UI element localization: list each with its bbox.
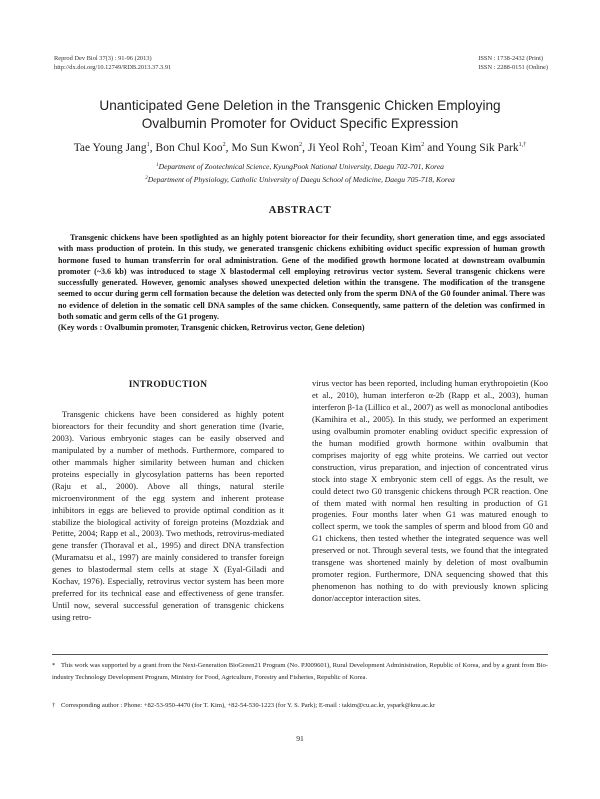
affiliation-mark: 1: [156, 163, 159, 168]
footnote-divider: [52, 654, 548, 655]
paper-title-line: Unanticipated Gene Deletion in the Transgenic Chicken Employing: [99, 98, 501, 113]
author-name: Teoan Kim: [370, 142, 422, 154]
issn-print: ISSN : 1738-2432 (Print): [478, 55, 544, 62]
author-separator: ,: [225, 142, 232, 154]
affiliation-text: Department of Zootechnical Science, KyungPook National University, Daegu 702-701, Korea: [158, 162, 444, 171]
affiliation-text: Department of Physiology, Catholic University of Daegu School of Medicine, Daegu 705-718, Korea: [147, 175, 455, 184]
footnote-corresponding-author: [52, 700, 548, 712]
author-affil-mark: 2: [421, 142, 425, 148]
author-affil-mark: 2: [299, 142, 303, 148]
author-name: Young Sik Park: [446, 142, 519, 154]
author-list: [30, 141, 570, 155]
author-affil-mark: 2: [222, 142, 226, 148]
paper-title: [40, 97, 560, 133]
author-affil-mark: 1: [146, 142, 150, 148]
author-name: Ji Yeol Roh: [307, 142, 362, 154]
author-name: Tae Young Jang: [73, 142, 147, 154]
journal-citation: [54, 54, 171, 72]
issn-online: ISSN : 2288-0151 (Online): [478, 64, 548, 71]
author-affil-mark: 1,†: [518, 142, 527, 148]
footnote-text: Corresponding author : Phone: +82-53-950-4470 (for T. Kim), +82-54-530-1223 (for Y. S. Park); E-mail : takim@cu.ac.kr, yspark@knu.ac.kr: [61, 702, 436, 709]
abstract-heading: ABSTRACT: [268, 205, 332, 216]
paper-title-line: Ovalbumin Promoter for Oviduct Specific Expression: [141, 116, 459, 131]
abstract-body: Transgenic chickens have been spotlighted as an highly potent bioreactor for their fecundity, short generation time, and eggs associated with mass production of protein. In this study, we generated transgenic chickens exhibiting oviduct specific expression of human growth hormone fused to human transferrin for oral administration. Gene of the modified growth hormone located at downstream ovalbumin promoter (~3.6 kb) was introduced to stage X blastodermal cell employing retrovirus vector system. Several transgenic chickens were successfully generated. However, genomic analyses showed unexpected deletion within the transgene. The modification of the transgene seemed to occur during germ cell formation because the deletion was detected only from the sperm DNA of the G0 founder animal. There was no evidence of deletion in the somatic cell DNA samples of the same chicken. Consequently, same pattern of the deletion was confirmed in both somatic and germ cells of the G1 progeny.: [58, 233, 545, 321]
page-number: 91: [296, 734, 304, 743]
left-column: [52, 380, 284, 624]
issn-block: [478, 54, 548, 72]
journal-citation-line: Reprod Dev Biol 37(3) : 91-96 (2013): [54, 55, 152, 62]
keywords: (Key words : Ovalbumin promoter, Transgenic chicken, Retrovirus vector, Gene deletion): [58, 323, 365, 332]
author-separator: ,: [364, 142, 371, 154]
doi-link[interactable]: http://dx.doi.org/10.12749/RDB.2013.37.3.91: [54, 64, 172, 71]
footnote-mark: †: [52, 702, 56, 709]
abstract-section: [58, 232, 545, 333]
affiliation-1: [40, 162, 560, 172]
author-separator: ,: [302, 142, 308, 154]
affiliation-mark: 2: [145, 176, 148, 181]
section-heading-introduction: INTRODUCTION: [128, 380, 208, 390]
author-separator: ,: [149, 142, 156, 154]
affiliation-2: [40, 175, 560, 185]
author-name: Bon Chul Koo: [155, 142, 223, 154]
intro-paragraph-left: Transgenic chickens have been considered as highly potent bioreactors for their fecundity and short generation time (Ivarie, 2003). Various embryonic stages can be easily observed and manipulated by a number of methods. Furthermore, compared to other mammals higher similarity between human and chicken proteins especially in glycosylation patterns has been reported (Raju et al., 2000). Above all things, natural sterile microenvironment of the egg system and inherent protease inhibitors in eggs are believed to provide optimal condition as it stabilize the biological activity of foreign proteins (Mozdziak and Petitte, 2004; Rapp et al., 2003). Two methods, retrovirus-mediated gene transfer (Thoraval et al., 1995) and direct DNA transfection (Muramatsu et al., 1997) are mainly considered to transfer foreign genes to blastodermal stem cells at stage X (Eyal-Giladi and Kochav, 1976). Especially, retrovirus vector system has been more preferred for its technical ease and effectiveness of gene transfer. Until now, several successful generation of transgenic chickens using retro-: [52, 408, 284, 623]
footnote-text: This work was supported by a grant from the Next-Generation BioGreen21 Program (No. PJ009601), Rural Development Administration, Republic of Korea, and by a grant from Bio-industry Technology Development Program, Ministry for Food, Agriculture, Forestry and Fisheries, Republic of Korea.: [52, 662, 548, 682]
author-name: Mo Sun Kwon: [231, 142, 300, 154]
footnote-funding: [52, 660, 548, 684]
footnote-mark: *: [52, 662, 56, 669]
author-separator: and: [424, 142, 447, 154]
right-column: [312, 378, 548, 605]
intro-paragraph-right: virus vector has been reported, including human erythropoietin (Koo et al., 2010), human interferon α-2b (Rapp et al., 2003), human interferon β-1a (Lillico et al., 2007) as well as monoclonal antibodies (Kamihira et al., 2005). In this study, we performed an experiment using ovalbumin promoter enabling oviduct specific expression of the human modified growth hormone within ovalbumin that comprises majority of egg white proteins. We carried out vector construction, virus preparation, and injection of concentrated virus stock into stage X embryonic stem cell of eggs. As the result, we could detect two G0 transgenic chickens through PCR reaction. One of them mated with normal hen resulting in production of G1 progenies. Four months later when G1 was matured enough to collect sperm, we took the samples of sperm and blood from G0 and G1 chickens, then tested whether the integrated sequence was well preserved or not. Through several tests, we found that the integrated transgene was shortened mainly by deletion of most ovalbumin promoter region. Furthermore, DNA sequencing showed that this phenomenon has nothing to do with previously known splicing donor/acceptor interaction sites.: [312, 378, 548, 604]
author-affil-mark: 2: [361, 142, 365, 148]
